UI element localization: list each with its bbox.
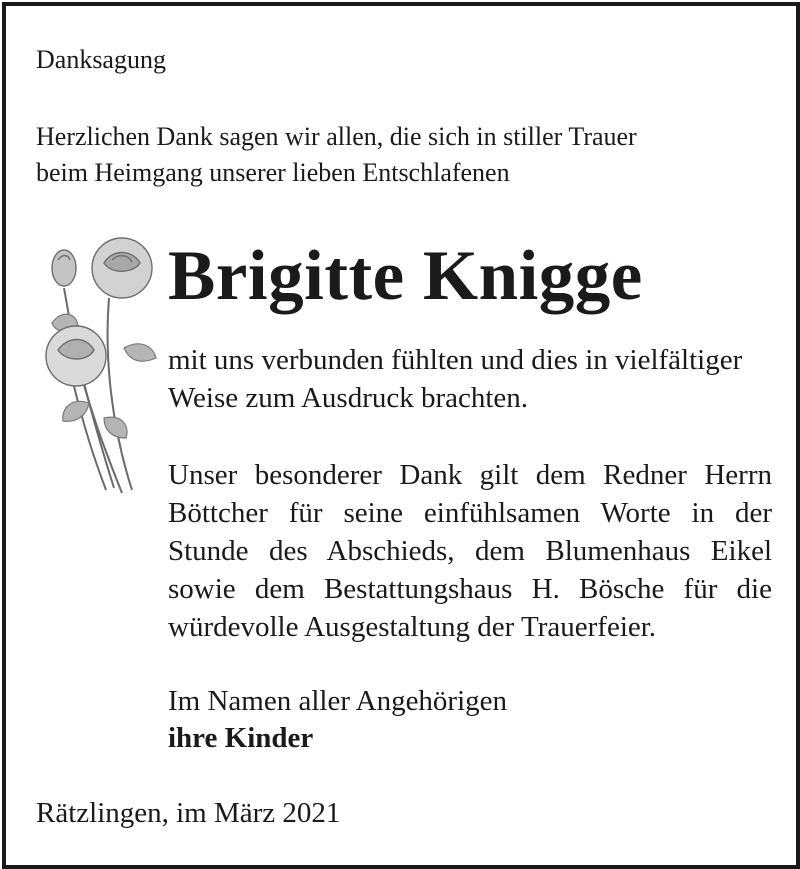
intro-line-2: beim Heimgang unserer lieben Entschlafenen [36, 158, 510, 187]
paragraph1-line-2: Weise zum Ausdruck brachten. [168, 382, 529, 414]
roses-icon [34, 228, 162, 498]
place-date: Rätzlingen, im März 2021 [36, 797, 341, 829]
paragraph2-line-5: würdevolle Ausgestaltung der Trauerfeier. [168, 611, 657, 643]
paragraph2-line-1: Unser besonderer Dank gilt dem Redner Herrn [168, 459, 772, 491]
paragraph2-line-3: Stunde des Abschieds, dem Blumenhaus Eikel [168, 535, 772, 567]
signature-signed-by: ihre Kinder [168, 722, 314, 754]
intro-line-1: Herzlichen Dank sagen wir allen, die sich in stiller Trauer [36, 122, 637, 151]
paragraph2-line-4: sowie dem Bestattungshaus H. Bösche für die [168, 573, 772, 605]
obituary-card [2, 2, 800, 869]
paragraph2-line-2: Böttcher für seine einfühlsamen Worte in der [168, 497, 772, 529]
heading: Danksagung [36, 45, 166, 74]
paragraph1-line-1: mit uns verbunden fühlten und dies in vielfältiger [168, 344, 743, 376]
deceased-name: Brigitte Knigge [168, 237, 643, 315]
signature-on-behalf: Im Namen aller Angehörigen [168, 685, 508, 717]
